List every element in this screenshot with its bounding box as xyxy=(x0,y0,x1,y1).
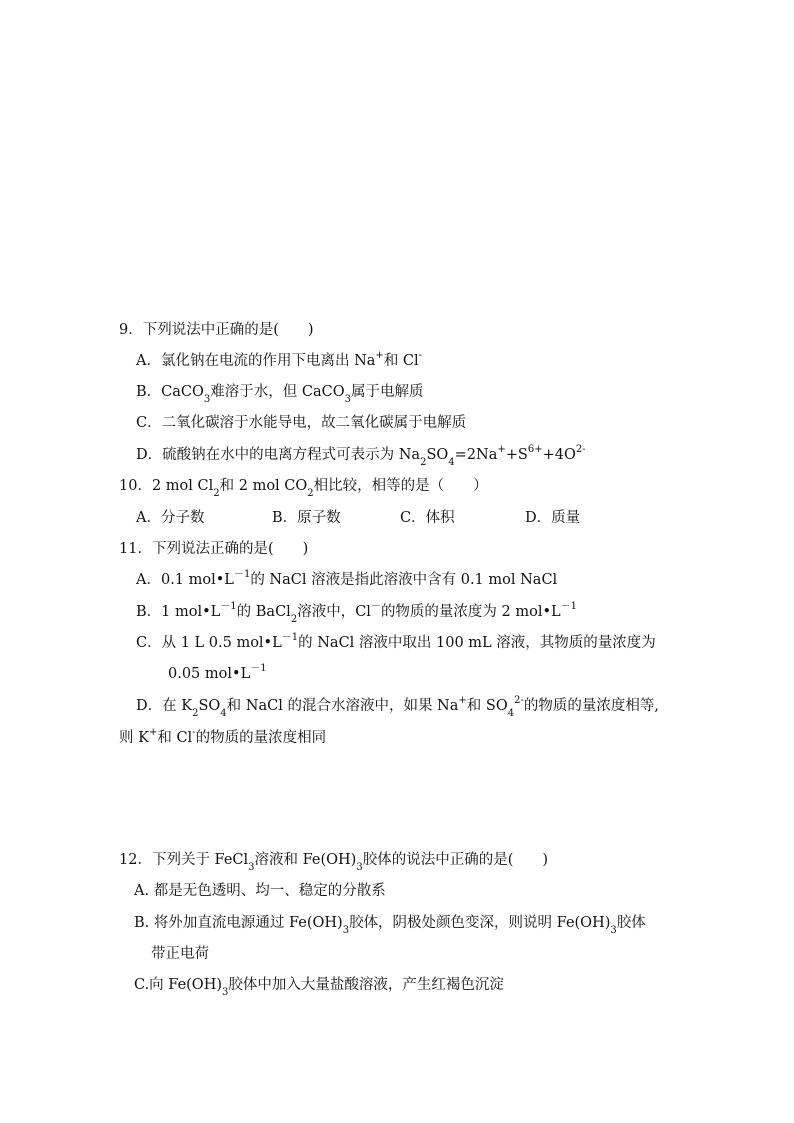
question-11-option-c-continued: 0.05 $mol•L^{-1}$ xyxy=(168,663,267,682)
question-11-option-c: C．从 1 L 0.5 $mol•L^{-1}$的 NaCl 溶液中取出 100 mL 溶液，其物质的量浓度为 xyxy=(136,632,656,651)
question-10-stem: 10．2 mol $Cl_2$和 2 mol $CO_2$相比较，相等的是（ ） xyxy=(119,478,488,499)
question-12-option-b-continued: 带正电荷 xyxy=(151,946,209,962)
question-10-option-b: B．原子数 xyxy=(272,510,341,526)
question-12-option-a: A. 都是无色透明、均一、稳定的分散系 xyxy=(134,883,386,899)
question-9-option-a: A．氯化钠在电流的作用下电离出 Na+和 Cl- xyxy=(136,350,423,369)
question-9-stem: 9．下列说法中正确的是( ) xyxy=(119,322,314,338)
question-10-option-c: C．体积 xyxy=(400,510,455,526)
question-11-stem: 11．下列说法正确的是( ) xyxy=(119,541,309,557)
question-9-option-d: D．硫酸钠在水中的电离方程式可表示为 $Na_2SO_4=2Na^++S^{6+}+4O^{2-}$ xyxy=(136,444,586,468)
question-10-option-a: A．分子数 xyxy=(136,510,205,526)
question-12-option-b: B. 将外加直流电源通过 $Fe(OH)_3$胶体，阴极处颜色变深，则说明 $Fe(OH)_3$胶体 xyxy=(134,915,646,936)
question-10-option-d: D．质量 xyxy=(525,510,581,526)
question-11-option-d-continued: 则 K+和 Cl-的物质的量浓度相同 xyxy=(119,727,327,746)
question-12-stem: 12．下列关于 FeCl$_3$溶液和 $Fe(OH)_3$胶体的说法中正确的是( ) xyxy=(119,852,549,873)
question-11-option-b: B．1 $mol•L^{-1}$的 BaCl$_2$溶液中，Cl－的物质的量浓度为 2 $mol•L^{-1}$ xyxy=(136,601,578,625)
question-12-option-c: C.向 $Fe(OH)_3$胶体中加入大量盐酸溶液，产生红褐色沉淀 xyxy=(134,977,504,998)
question-9-option-b: B．CaCO$_3$难溶于水，但 CaCO$_3$属于电解质 xyxy=(136,384,424,405)
question-11-option-d: D．在 $K_2SO_4$和 NaCl 的混合水溶液中，如果 Na+和 $SO_4^{2-}$的物质的量浓度相等, xyxy=(136,695,659,719)
question-9-option-c: C．二氧化碳溶于水能导电，故二氧化碳属于电解质 xyxy=(136,415,467,431)
question-11-option-a: A．0.1 $mol•L^{-1}$的 NaCl 溶液是指此溶液中含有 0.1 mol NaCl xyxy=(136,569,558,588)
